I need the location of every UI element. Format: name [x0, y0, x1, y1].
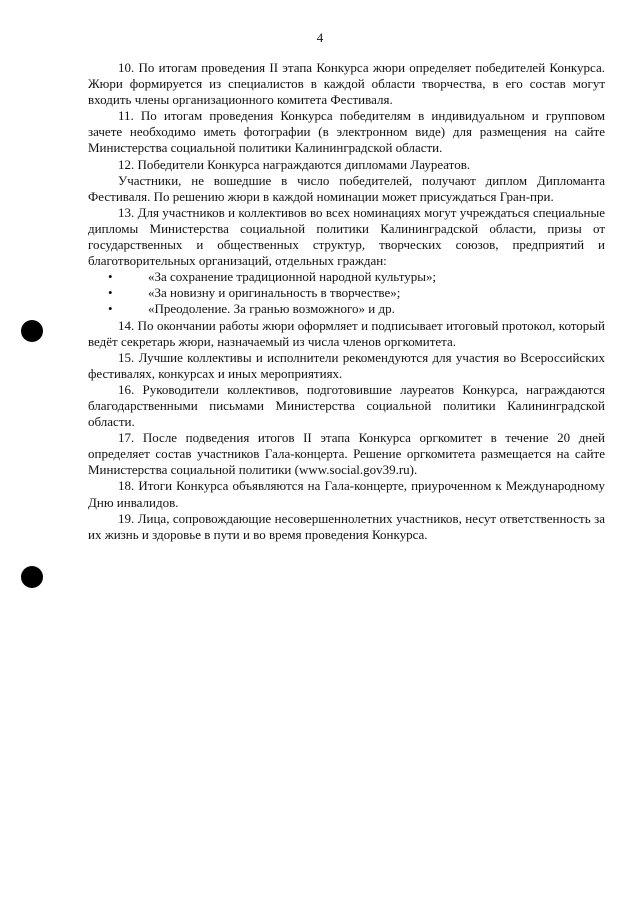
paragraph-11: 11. По итогам проведения Конкурса победителям в индивидуальном и групповом зачете необходимо иметь фотографии (в электронном виде) для размещения на сайте Министерства социальной политики Калининградской области.: [88, 108, 605, 156]
paragraph-14: 14. По окончании работы жюри оформляет и подписывает итоговый протокол, который ведёт секретарь жюри, назначаемый из числа членов оргкомитета.: [88, 317, 605, 349]
paragraph-10: 10. По итогам проведения II этапа Конкурса жюри определяет победителей Конкурса. Жюри формируется из специалистов в каждой области творчества, в его состав могут входить члены организационного комитета Фестиваля.: [88, 60, 605, 108]
paragraph-13: 13. Для участников и коллективов во всех номинациях могут учреждаться специальные дипломы Министерства социальной политики Калининградской области, призы от государственных и общественных структур, творческих союзов, предприятий и благотворительных организаций, отдельных граждан:: [88, 204, 605, 269]
list-item: [88, 269, 605, 285]
list-item-text: «За новизну и оригинальность в творчестве»;: [148, 285, 401, 301]
bullet-icon: •: [108, 301, 113, 317]
nomination-list: [88, 269, 605, 317]
list-item: [88, 285, 605, 301]
punch-hole-top: [21, 320, 43, 342]
paragraph-participants: Участники, не вошедшие в число победителей, получают диплом Дипломанта Фестиваля. По решению жюри в каждой номинации может присуждаться Гран-при.: [88, 172, 605, 204]
paragraph-15: 15. Лучшие коллективы и исполнители рекомендуются для участия во Всероссийских фестивалях, конкурсах и иных мероприятиях.: [88, 349, 605, 381]
list-item-text: «Преодоление. За гранью возможного» и др.: [148, 301, 395, 317]
page-number: 4: [316, 30, 324, 45]
paragraph-19: 19. Лица, сопровождающие несовершеннолетних участников, несут ответственность за их жизнь и здоровье в пути и во время проведения Конкурса.: [88, 510, 605, 542]
list-item-text: «За сохранение традиционной народной культуры»;: [148, 269, 437, 285]
paragraph-12: 12. Победители Конкурса награждаются дипломами Лауреатов.: [118, 156, 471, 172]
punch-hole-bottom: [21, 566, 43, 588]
bullet-icon: •: [108, 285, 113, 301]
bullet-icon: •: [108, 269, 113, 285]
document-body: [88, 60, 605, 543]
paragraph-16: 16. Руководители коллективов, подготовившие лауреатов Конкурса, награждаются благодарственными письмами Министерства социальной политики Калининградской области.: [88, 381, 605, 430]
paragraph-18: 18. Итоги Конкурса объявляются на Гала-концерте, приуроченном к Международному Дню инвалидов.: [88, 478, 605, 510]
list-item: [88, 301, 605, 317]
paragraph-17: 17. После подведения итогов II этапа Конкурса оргкомитет в течение 20 дней определяет состав участников Гала-концерта. Решение оргкомитета размещается на сайте Министерства социальной политики (www.social.gov39.ru).: [88, 430, 605, 478]
